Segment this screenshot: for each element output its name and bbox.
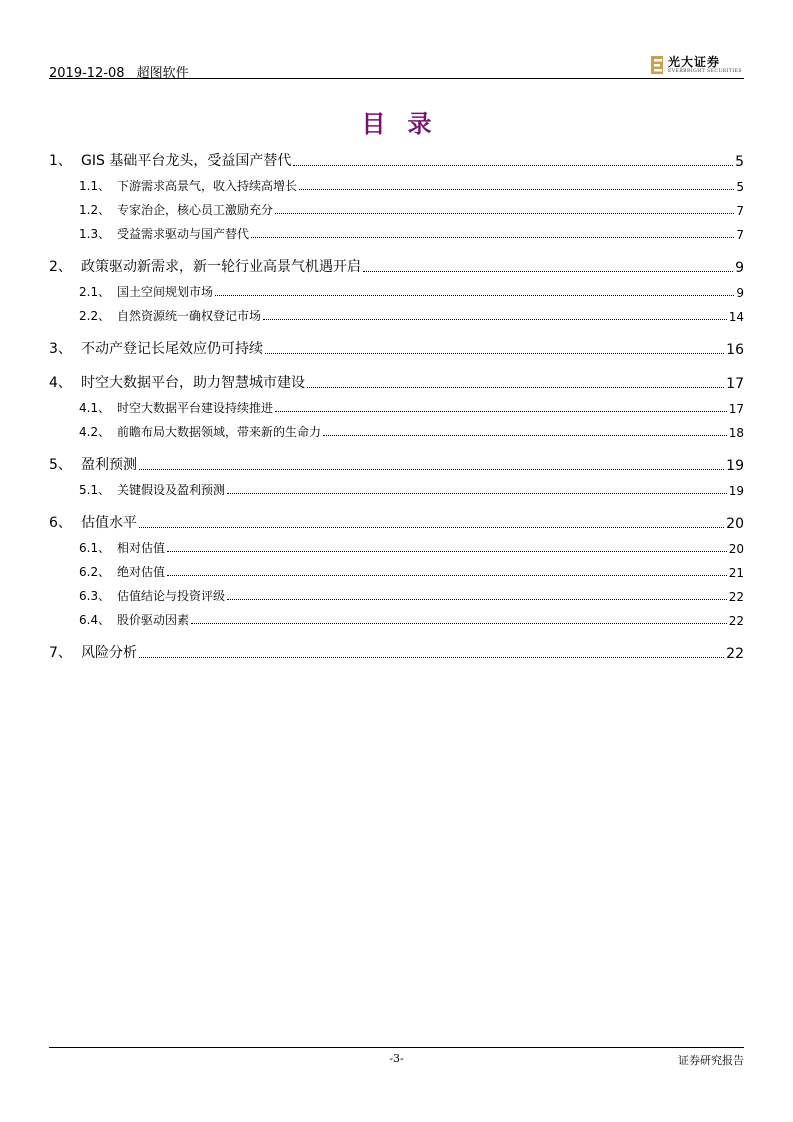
- toc-entry-page: 19: [726, 458, 744, 474]
- toc-leader-dots: [227, 599, 727, 600]
- toc-entry[interactable]: [49, 560, 744, 580]
- toc-entry-page: 22: [726, 646, 744, 662]
- toc-entry-title: 绝对估值: [117, 565, 166, 579]
- toc-entry-number: 6、: [49, 515, 72, 531]
- everbright-logo-icon: [650, 55, 664, 75]
- company-name: 超图软件: [136, 66, 189, 81]
- toc-entry-title: 下游需求高景气，收入持续高增长: [117, 179, 298, 193]
- toc-entry-number: 1.3、: [79, 227, 111, 241]
- toc-entry-title: GIS 基础平台龙头，受益国产替代: [81, 153, 292, 169]
- toc-leader-dots: [307, 387, 724, 388]
- toc-entry-title: 风险分析: [81, 645, 137, 661]
- toc-leader-dots: [227, 493, 727, 494]
- logo-chinese-name: 光大证券: [667, 54, 720, 69]
- toc-entry-title: 相对估值: [117, 541, 166, 555]
- toc-entry-number: 3、: [49, 341, 72, 357]
- toc-entry-page: 20: [728, 542, 744, 556]
- report-type-label: 证券研究报告: [678, 1054, 744, 1067]
- toc-entry[interactable]: [49, 256, 744, 276]
- toc-entry[interactable]: [49, 174, 744, 194]
- toc-entry-page: 18: [728, 426, 744, 440]
- toc-entry-number: 6.4、: [79, 613, 111, 627]
- toc-leader-dots: [139, 527, 724, 528]
- toc-leader-dots: [167, 551, 727, 552]
- toc-entry-number: 5.1、: [79, 483, 111, 497]
- toc-leader-dots: [139, 657, 724, 658]
- toc-leader-dots: [275, 213, 734, 214]
- toc-leader-dots: [139, 469, 724, 470]
- toc-entry[interactable]: [49, 454, 744, 474]
- toc-entry-number: 2.2、: [79, 309, 111, 323]
- toc-leader-dots: [215, 295, 734, 296]
- toc-entry[interactable]: [49, 280, 744, 300]
- toc-entry[interactable]: [49, 338, 744, 358]
- toc-entry[interactable]: [49, 420, 744, 440]
- footer-divider: [49, 1047, 744, 1048]
- toc-entry-number: 7、: [49, 645, 72, 661]
- toc-entry-number: 1.1、: [79, 179, 111, 193]
- toc-entry-page: 7: [736, 228, 744, 242]
- toc-entry[interactable]: [49, 536, 744, 556]
- toc-entry-page: 22: [728, 590, 744, 604]
- toc-entry-page: 9: [735, 260, 744, 276]
- toc-leader-dots: [191, 623, 727, 624]
- toc-entry-title: 政策驱动新需求，新一轮行业高景气机遇开启: [81, 259, 361, 275]
- toc-leader-dots: [299, 189, 734, 190]
- toc-leader-dots: [323, 435, 727, 436]
- toc-entry[interactable]: [49, 608, 744, 628]
- toc-entry[interactable]: [49, 396, 744, 416]
- toc-entry-number: 1.2、: [79, 203, 111, 217]
- toc-entry-number: 1、: [49, 153, 72, 169]
- toc-leader-dots: [293, 165, 733, 166]
- toc-entry-number: 6.3、: [79, 589, 111, 603]
- toc-entry-number: 2、: [49, 259, 72, 275]
- toc-entry-title: 股价驱动因素: [117, 613, 190, 627]
- toc-entry-title: 估值结论与投资评级: [117, 589, 226, 603]
- toc-leader-dots: [363, 271, 733, 272]
- toc-leader-dots: [263, 319, 727, 320]
- toc-entry-page: 19: [728, 484, 744, 498]
- toc-entry[interactable]: [49, 512, 744, 532]
- toc-entry-page: 17: [726, 376, 744, 392]
- toc-entry-title: 不动产登记长尾效应仍可持续: [81, 341, 263, 357]
- toc-entry-number: 6.1、: [79, 541, 111, 555]
- toc-entry[interactable]: [49, 304, 744, 324]
- toc-leader-dots: [265, 353, 724, 354]
- toc-entry-page: 20: [726, 516, 744, 532]
- toc-leader-dots: [275, 411, 727, 412]
- toc-entry-title: 自然资源统一确权登记市场: [117, 309, 262, 323]
- toc-entry-title: 关键假设及盈利预测: [117, 483, 226, 497]
- toc-entry-number: 4.2、: [79, 425, 111, 439]
- toc-entry-number: 5、: [49, 457, 72, 473]
- toc-entry-title: 盈利预测: [81, 457, 137, 473]
- toc-entry[interactable]: [49, 372, 744, 392]
- toc-entry-title: 受益需求驱动与国产替代: [117, 227, 250, 241]
- toc-entry-title: 前瞻布局大数据领域，带来新的生命力: [117, 425, 322, 439]
- report-date: 2019-12-08: [49, 66, 125, 81]
- toc-entry[interactable]: [49, 584, 744, 604]
- page-header: [49, 54, 744, 81]
- toc-entry-number: 6.2、: [79, 565, 111, 579]
- page-title: 目录: [361, 109, 454, 138]
- toc-entry-title: 估值水平: [81, 515, 137, 531]
- toc-entry-page: 17: [728, 402, 744, 416]
- toc-entry-title: 国土空间规划市场: [117, 285, 214, 299]
- toc-entry-page: 21: [728, 566, 744, 580]
- toc-entry-title: 专家治企，核心员工激励充分: [117, 203, 274, 217]
- toc-leader-dots: [167, 575, 727, 576]
- toc-entry[interactable]: [49, 222, 744, 242]
- toc-entry-page: 5: [735, 154, 744, 170]
- logo-english-name: EVERBRIGHT SECURITIES: [667, 68, 742, 74]
- toc-leader-dots: [251, 237, 734, 238]
- toc-entry-page: 9: [736, 286, 744, 300]
- toc-entry-page: 7: [736, 204, 744, 218]
- everbright-logo: [650, 54, 742, 76]
- header-divider: [49, 78, 744, 79]
- page-number: -3-: [389, 1052, 404, 1065]
- toc-entry[interactable]: [49, 198, 744, 218]
- toc-entry-number: 2.1、: [79, 285, 111, 299]
- toc-entry-page: 16: [726, 342, 744, 358]
- toc-entry-page: 14: [728, 310, 744, 324]
- toc-entry[interactable]: [49, 478, 744, 498]
- toc-entry[interactable]: [49, 150, 744, 170]
- toc-entry-number: 4、: [49, 375, 72, 391]
- toc-entry-page: 5: [736, 180, 744, 194]
- toc-entry-title: 时空大数据平台，助力智慧城市建设: [81, 375, 305, 391]
- toc-entry[interactable]: [49, 642, 744, 662]
- toc-entry-title: 时空大数据平台建设持续推进: [117, 401, 274, 415]
- toc-entry-page: 22: [728, 614, 744, 628]
- toc-entry-number: 4.1、: [79, 401, 111, 415]
